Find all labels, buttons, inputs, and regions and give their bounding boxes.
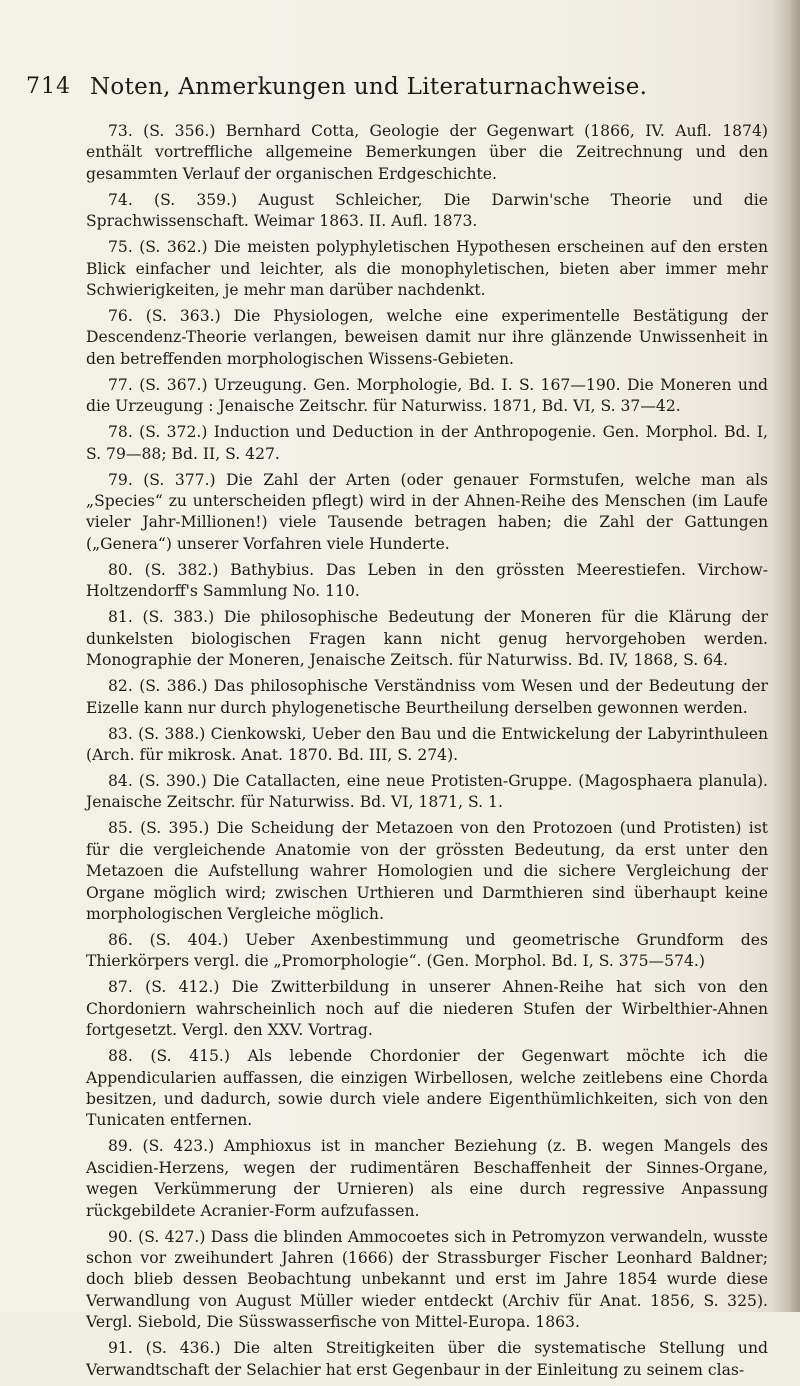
running-head: Noten, Anmerkungen und Literaturnachweise. [90, 74, 648, 100]
note-90: 90. (S. 427.) Dass die blinden Ammocoetes sich in Petromyzon verwandeln, wusste schon vor zweihundert Jahren (1666) der Strassburger Fischer Leonhard Baldner; doch blieb dessen Beobachtung unbekannt und erst im Jahre 1854 wurde diese Verwandlung von August Müller wieder entdeckt (Archiv für Anat. 1856, S. 325). Vergl. Siebold, Die Süsswasserfische von Mittel-Europa. 1863. [86, 1227, 768, 1332]
note-86: 86. (S. 404.) Ueber Axenbestimmung und geometrische Grundform des Thierkörpers vergl. die „Promorphologie“. (Gen. Morphol. Bd. I, S. 375—574.) [86, 930, 768, 971]
note-76: 76. (S. 363.) Die Physiologen, welche eine experimentelle Bestätigung der Descendenz-Theorie verlangen, beweisen damit nur ihre glänzende Unwissenheit in den betreffenden morphologischen Wissens-Gebieten. [86, 307, 768, 368]
note-79: 79. (S. 377.) Die Zahl der Arten (oder genauer Formstufen, welche man als „Species“ zu unterscheiden pflegt) wird in der Ahnen-Reihe des Menschen (im Laufe vieler Jahr-Millionen!) viele Tausende betragen haben; die Zahl der Gattungen („Genera“) unserer Vorfahren viele Hunderte. [86, 470, 768, 553]
note-83: 83. (S. 388.) Cienkowski, Ueber den Bau und die Entwickelung der Labyrinthuleen (Arch. für mikrosk. Anat. 1870. Bd. III, S. 274). [86, 724, 768, 764]
note-87: 87. (S. 412.) Die Zwitterbildung in unserer Ahnen-Reihe hat sich von den Chordoniern wahrscheinlich noch auf die niederen Stufen der Wirbelthier-Ahnen fortgesetzt. Vergl. den XXV. Vortrag. [86, 978, 768, 1040]
note-73: 73. (S. 356.) Bernhard Cotta, Geologie der Gegenwart (1866, IV. Aufl. 1874) enthält vortreffliche allgemeine Bemerkungen über die Zeitrechnung und den gesammten Verlauf der organischen Erdgeschichte. [86, 122, 768, 183]
note-81: 81. (S. 383.) Die philosophische Bedeutung der Moneren für die Klärung der dunkelsten biologischen Fragen kann nicht genug hervorgehoben werden. Monographie der Moneren, Jenaische Zeitsch. für Naturwiss. Bd. IV, 1868, S. 64. [86, 608, 768, 670]
note-84: 84. (S. 390.) Die Catallacten, eine neue Protisten-Gruppe. (Magosphaera planula). Jenaische Zeitschr. für Naturwiss. Bd. VI, 1871, S. 1. [86, 771, 768, 812]
note-91: 91. (S. 436.) Die alten Streitigkeiten über die systematische Stellung und Verwandtschaft der Selachier hat erst Gegenbaur in der Einleitung zu seinem clas- [86, 1339, 768, 1379]
note-89: 89. (S. 423.) Amphioxus ist in mancher Beziehung (z. B. wegen Mangels des Ascidien-Herzens, wegen der rudimentären Beschaffenheit der Sinnes-Organe, wegen Verkümmerung der Urnieren) als eine durch regressive Anpassung rückgebildete Acranier-Form aufzufassen. [86, 1137, 768, 1220]
page-header [26, 74, 756, 108]
note-80: 80. (S. 382.) Bathybius. Das Leben in den grössten Meerestiefen. Virchow-Holtzendorff's Sammlung No. 110. [86, 560, 768, 601]
page-number: 714 [26, 74, 71, 99]
note-82: 82. (S. 386.) Das philosophische Verständniss vom Wesen und der Bedeutung der Eizelle kann nur durch phylogenetische Beurtheilung derselben gewonnen werden. [86, 677, 768, 717]
notes-list [86, 121, 768, 1386]
note-88: 88. (S. 415.) Als lebende Chordonier der Gegenwart möchte ich die Appendicularien auffassen, die einzigen Wirbellosen, welche zeitlebens eine Chorda besitzen, und dadurch, sowie durch viele andere Eigenthümlichkeiten, sich von den Tunicaten entfernen. [86, 1047, 768, 1130]
note-78: 78. (S. 372.) Induction und Deduction in der Anthropogenie. Gen. Morphol. Bd. I, S. 79—88; Bd. II, S. 427. [86, 423, 768, 463]
note-74: 74. (S. 359.) August Schleicher, Die Darwin'sche Theorie und die Sprachwissenschaft. Weimar 1863. II. Aufl. 1873. [86, 190, 768, 231]
note-75: 75. (S. 362.) Die meisten polyphyletischen Hypothesen erscheinen auf den ersten Blick einfacher und leichter, als die monophyletischen, bieten aber immer mehr Schwierigkeiten, je mehr man darüber nachdenkt. [86, 238, 768, 300]
note-77: 77. (S. 367.) Urzeugung. Gen. Morphologie, Bd. I. S. 167—190. Die Moneren und die Urzeugung : Jenaische Zeitschr. für Naturwiss. 1871, Bd. VI, S. 37—42. [86, 375, 768, 416]
note-85: 85. (S. 395.) Die Scheidung der Metazoen von den Protozoen (und Protisten) ist für die vergleichende Anatomie von der grössten Bedeutung, da erst unter den Metazoen die Aufstellung wahrer Homologien und die sichere Vergleichung der Organe möglich wird; zwischen Urthieren und Darmthieren sind überhaupt keine morphologischen Vergleiche möglich. [86, 819, 768, 923]
page-edge-shadow [772, 0, 800, 1312]
